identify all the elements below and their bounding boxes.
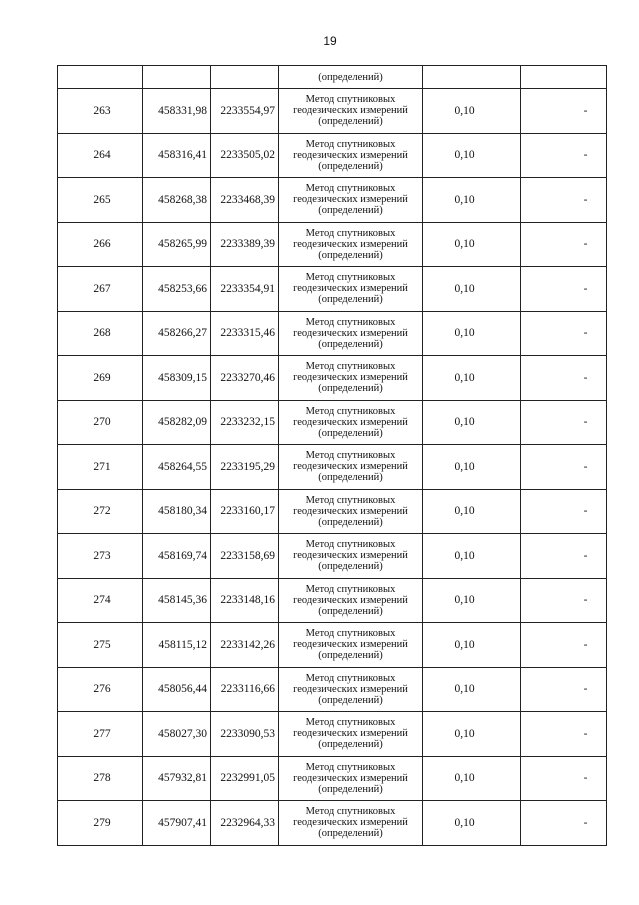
cell-accuracy: 0,10	[423, 356, 521, 401]
cell-x-coordinate: 458331,98	[143, 89, 211, 134]
cell-method	[279, 489, 423, 534]
cell-point-number: 274	[58, 578, 143, 623]
cell-y-coordinate: 2233389,39	[211, 222, 279, 267]
cell-x-coordinate: 458145,36	[143, 578, 211, 623]
cell-y-coordinate: 2233354,91	[211, 267, 279, 312]
cell-method	[279, 667, 423, 712]
method-line: (определений)	[318, 383, 383, 395]
method-line: Метод спутниковых	[305, 761, 396, 773]
cell-note: -	[521, 267, 607, 312]
cell-note: -	[521, 578, 607, 623]
table-row	[58, 311, 607, 356]
cell-point-number: 268	[58, 311, 143, 356]
cell-point-number: 271	[58, 445, 143, 490]
method-line: геодезических измерений	[293, 550, 408, 562]
method-line: Метод спутниковых	[305, 138, 396, 150]
cell-accuracy: 0,10	[423, 400, 521, 445]
cell-y-coordinate: 2233148,16	[211, 578, 279, 623]
table-row	[58, 133, 607, 178]
table-row	[58, 222, 607, 267]
method-line: геодезических измерений	[293, 683, 408, 695]
cell-note: -	[521, 133, 607, 178]
cell-y-coordinate: 2233554,97	[211, 89, 279, 134]
cell-y-coordinate: 2233505,02	[211, 133, 279, 178]
cell-point-number: 263	[58, 89, 143, 134]
cell-x-coordinate: 458264,55	[143, 445, 211, 490]
cell-point-number: 269	[58, 356, 143, 401]
cell-accuracy	[423, 66, 521, 89]
cell-accuracy: 0,10	[423, 178, 521, 223]
cell-y-coordinate: 2233158,69	[211, 534, 279, 579]
cell-x-coordinate: 458316,41	[143, 133, 211, 178]
cell-x-coordinate: 458265,99	[143, 222, 211, 267]
method-line: геодезических измерений	[293, 817, 408, 829]
cell-y-coordinate: 2233468,39	[211, 178, 279, 223]
cell-x-coordinate: 457907,41	[143, 801, 211, 846]
table-body	[58, 66, 607, 846]
cell-accuracy: 0,10	[423, 756, 521, 801]
cell-note	[521, 66, 607, 89]
cell-point-number: 279	[58, 801, 143, 846]
cell-point-number: 277	[58, 712, 143, 757]
cell-accuracy: 0,10	[423, 133, 521, 178]
cell-y-coordinate: 2233116,66	[211, 667, 279, 712]
method-line: Метод спутниковых	[305, 583, 396, 595]
table-row	[58, 534, 607, 579]
cell-method	[279, 222, 423, 267]
cell-method	[279, 311, 423, 356]
method-line: (определений)	[318, 427, 383, 439]
cell-point-number: 270	[58, 400, 143, 445]
cell-note: -	[521, 445, 607, 490]
cell-method	[279, 623, 423, 668]
cell-point-number: 278	[58, 756, 143, 801]
cell-method	[279, 534, 423, 579]
cell-x-coordinate	[143, 66, 211, 89]
cell-accuracy: 0,10	[423, 311, 521, 356]
table-row	[58, 400, 607, 445]
cell-x-coordinate: 458169,74	[143, 534, 211, 579]
cell-y-coordinate	[211, 66, 279, 89]
table-row	[58, 445, 607, 490]
method-line: Метод спутниковых	[305, 628, 396, 640]
cell-accuracy: 0,10	[423, 89, 521, 134]
cell-point-number: 272	[58, 489, 143, 534]
method-line: Метод спутниковых	[305, 272, 396, 284]
method-line: геодезических измерений	[293, 372, 408, 384]
cell-note: -	[521, 178, 607, 223]
method-line: Метод спутниковых	[305, 405, 396, 417]
page-number: 19	[323, 34, 337, 48]
cell-y-coordinate: 2232964,33	[211, 801, 279, 846]
cell-point-number: 267	[58, 267, 143, 312]
cell-method	[279, 356, 423, 401]
cell-point-number: 275	[58, 623, 143, 668]
method-line: геодезических измерений	[293, 194, 408, 206]
table-row	[58, 89, 607, 134]
coordinates-table	[57, 65, 607, 846]
cell-method	[279, 445, 423, 490]
cell-x-coordinate: 458309,15	[143, 356, 211, 401]
method-line: (определений)	[318, 205, 383, 217]
table-row	[58, 667, 607, 712]
cell-accuracy: 0,10	[423, 534, 521, 579]
cell-accuracy: 0,10	[423, 445, 521, 490]
method-line: (определений)	[318, 783, 383, 795]
table-row	[58, 356, 607, 401]
cell-note: -	[521, 756, 607, 801]
cell-x-coordinate: 458266,27	[143, 311, 211, 356]
cell-y-coordinate: 2233142,26	[211, 623, 279, 668]
cell-accuracy: 0,10	[423, 623, 521, 668]
cell-accuracy: 0,10	[423, 489, 521, 534]
cell-point-number: 273	[58, 534, 143, 579]
cell-method	[279, 178, 423, 223]
method-line: (определений)	[318, 160, 383, 172]
method-line: Метод спутниковых	[305, 94, 396, 106]
method-line: (определений)	[318, 694, 383, 706]
cell-y-coordinate: 2233232,15	[211, 400, 279, 445]
cell-x-coordinate: 458180,34	[143, 489, 211, 534]
cell-note: -	[521, 489, 607, 534]
method-line: Метод спутниковых	[305, 494, 396, 506]
table-row	[58, 756, 607, 801]
method-line: (определений)	[318, 249, 383, 261]
continuation-row	[58, 66, 607, 89]
cell-note: -	[521, 89, 607, 134]
method-line: Метод спутниковых	[305, 227, 396, 239]
cell-point-number	[58, 66, 143, 89]
method-line: Метод спутниковых	[305, 450, 396, 462]
cell-note: -	[521, 311, 607, 356]
cell-y-coordinate: 2233160,17	[211, 489, 279, 534]
cell-accuracy: 0,10	[423, 222, 521, 267]
method-line: геодезических измерений	[293, 505, 408, 517]
cell-point-number: 265	[58, 178, 143, 223]
method-line: Метод спутниковых	[305, 361, 396, 373]
cell-point-number: 264	[58, 133, 143, 178]
method-line: Метод спутниковых	[305, 539, 396, 551]
cell-x-coordinate: 458282,09	[143, 400, 211, 445]
cell-accuracy: 0,10	[423, 667, 521, 712]
method-line: (определений)	[318, 605, 383, 617]
method-line: геодезических измерений	[293, 461, 408, 473]
cell-point-number: 276	[58, 667, 143, 712]
method-line: (определений)	[318, 739, 383, 751]
method-line: геодезических измерений	[293, 728, 408, 740]
table-row	[58, 178, 607, 223]
table-row	[58, 489, 607, 534]
method-line: (определений)	[318, 116, 383, 128]
method-line: геодезических измерений	[293, 238, 408, 250]
cell-x-coordinate: 458027,30	[143, 712, 211, 757]
method-line: (определений)	[318, 472, 383, 484]
method-line: Метод спутниковых	[305, 183, 396, 195]
cell-note: -	[521, 356, 607, 401]
cell-method	[279, 89, 423, 134]
table-row	[58, 578, 607, 623]
cell-method	[279, 400, 423, 445]
table-row	[58, 267, 607, 312]
method-line: (определений)	[318, 516, 383, 528]
method-line: геодезических измерений	[293, 105, 408, 117]
cell-note: -	[521, 667, 607, 712]
cell-x-coordinate: 458115,12	[143, 623, 211, 668]
method-line: геодезических измерений	[293, 283, 408, 295]
cell-method	[279, 578, 423, 623]
cell-y-coordinate: 2233315,46	[211, 311, 279, 356]
cell-y-coordinate: 2233270,46	[211, 356, 279, 401]
method-line: Метод спутниковых	[305, 316, 396, 328]
method-line: геодезических измерений	[293, 416, 408, 428]
method-line: Метод спутниковых	[305, 672, 396, 684]
cell-x-coordinate: 458268,38	[143, 178, 211, 223]
cell-x-coordinate: 457932,81	[143, 756, 211, 801]
cell-note: -	[521, 400, 607, 445]
table-row	[58, 623, 607, 668]
method-line: (определений)	[318, 338, 383, 350]
method-line: (определений)	[318, 294, 383, 306]
cell-y-coordinate: 2233090,53	[211, 712, 279, 757]
cell-note: -	[521, 712, 607, 757]
method-line: геодезических измерений	[293, 327, 408, 339]
table-row	[58, 712, 607, 757]
method-line: (определений)	[318, 650, 383, 662]
cell-accuracy: 0,10	[423, 578, 521, 623]
method-line: геодезических измерений	[293, 149, 408, 161]
cell-method	[279, 133, 423, 178]
method-line: (определений)	[318, 561, 383, 573]
cell-accuracy: 0,10	[423, 801, 521, 846]
cell-note: -	[521, 623, 607, 668]
method-line: геодезических измерений	[293, 639, 408, 651]
cell-method	[279, 712, 423, 757]
method-line: Метод спутниковых	[305, 717, 396, 729]
method-line: (определений)	[318, 828, 383, 840]
cell-accuracy: 0,10	[423, 267, 521, 312]
cell-point-number: 266	[58, 222, 143, 267]
cell-note: -	[521, 801, 607, 846]
method-line: геодезических измерений	[293, 772, 408, 784]
cell-note: -	[521, 534, 607, 579]
method-line: геодезических измерений	[293, 594, 408, 606]
table-row	[58, 801, 607, 846]
cell-method	[279, 801, 423, 846]
cell-method: (определений)	[279, 66, 423, 89]
method-line: Метод спутниковых	[305, 806, 396, 818]
cell-x-coordinate: 458253,66	[143, 267, 211, 312]
cell-note: -	[521, 222, 607, 267]
cell-x-coordinate: 458056,44	[143, 667, 211, 712]
cell-y-coordinate: 2232991,05	[211, 756, 279, 801]
cell-method	[279, 267, 423, 312]
cell-y-coordinate: 2233195,29	[211, 445, 279, 490]
cell-method	[279, 756, 423, 801]
cell-accuracy: 0,10	[423, 712, 521, 757]
